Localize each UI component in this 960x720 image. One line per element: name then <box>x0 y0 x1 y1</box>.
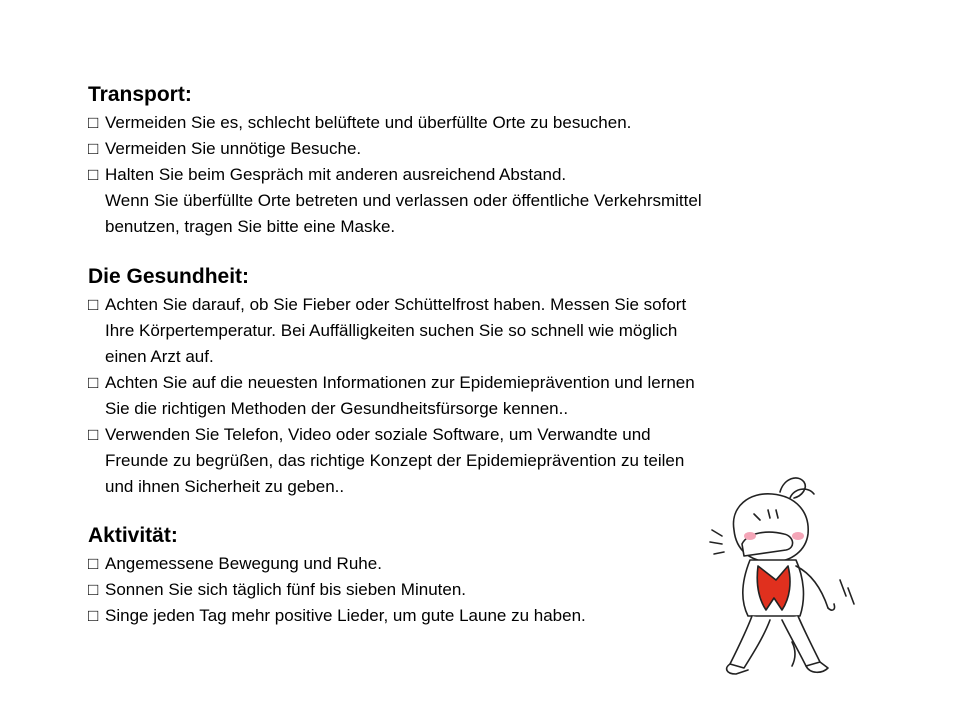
section-transport <box>88 82 888 240</box>
list-item-text: Halten Sie beim Gespräch mit anderen ausreichend Abstand. <box>105 165 567 184</box>
checkbox-bullet-icon: □ <box>88 554 99 573</box>
list-item <box>88 162 888 188</box>
list-item-text: Verwenden Sie Telefon, Video oder soziale Software, um Verwandte und Freunde zu begrüßen, das richtige Konzept der Epidemieprävention zu teilen und ihnen Sicherheit zu geben.. <box>105 425 685 496</box>
checkbox-bullet-icon: □ <box>88 425 99 444</box>
checkbox-bullet-icon: □ <box>88 165 99 184</box>
list-item-text: Sonnen Sie sich täglich fünf bis sieben Minuten. <box>105 580 467 599</box>
list-item <box>88 292 888 370</box>
checkbox-bullet-icon: □ <box>88 373 99 392</box>
list-item-text: Vermeiden Sie es, schlecht belüftete und überfüllte Orte zu besuchen. <box>105 113 632 132</box>
coughing-character-illustration <box>672 470 912 685</box>
list-item <box>88 370 888 422</box>
section-gesundheit <box>88 264 888 500</box>
list-item-text: Achten Sie auf die neuesten Informationen zur Epidemieprävention und lernen Sie die richtigen Methoden der Gesundheitsfürsorge kennen.. <box>105 373 695 418</box>
list-item-text: Achten Sie darauf, ob Sie Fieber oder Schüttelfrost haben. Messen Sie sofort Ihre Körpertemperatur. Bei Auffälligkeiten suchen Sie so schnell wie möglich einen Arzt auf. <box>105 295 687 366</box>
checkbox-bullet-icon: □ <box>88 580 99 599</box>
list-item-text: Singe jeden Tag mehr positive Lieder, um gute Laune zu haben. <box>105 606 586 625</box>
list-item-text: Angemessene Bewegung und Ruhe. <box>105 554 382 573</box>
section-title-aktivitaet: Aktivität: <box>88 524 178 547</box>
list-item-text: Vermeiden Sie unnötige Besuche. <box>105 139 362 158</box>
section-title-gesundheit: Die Gesundheit: <box>88 265 250 288</box>
checkbox-bullet-icon: □ <box>88 139 99 158</box>
checkbox-bullet-icon: □ <box>88 295 99 314</box>
transport-note: Wenn Sie überfüllte Orte betreten und verlassen oder öffentliche Verkehrsmittel benutzen, tragen Sie bitte eine Maske. <box>105 191 702 236</box>
list-item <box>88 136 888 162</box>
section-title-transport: Transport: <box>88 83 192 106</box>
checkbox-bullet-icon: □ <box>88 113 99 132</box>
list-item <box>88 110 888 136</box>
checkbox-bullet-icon: □ <box>88 606 99 625</box>
